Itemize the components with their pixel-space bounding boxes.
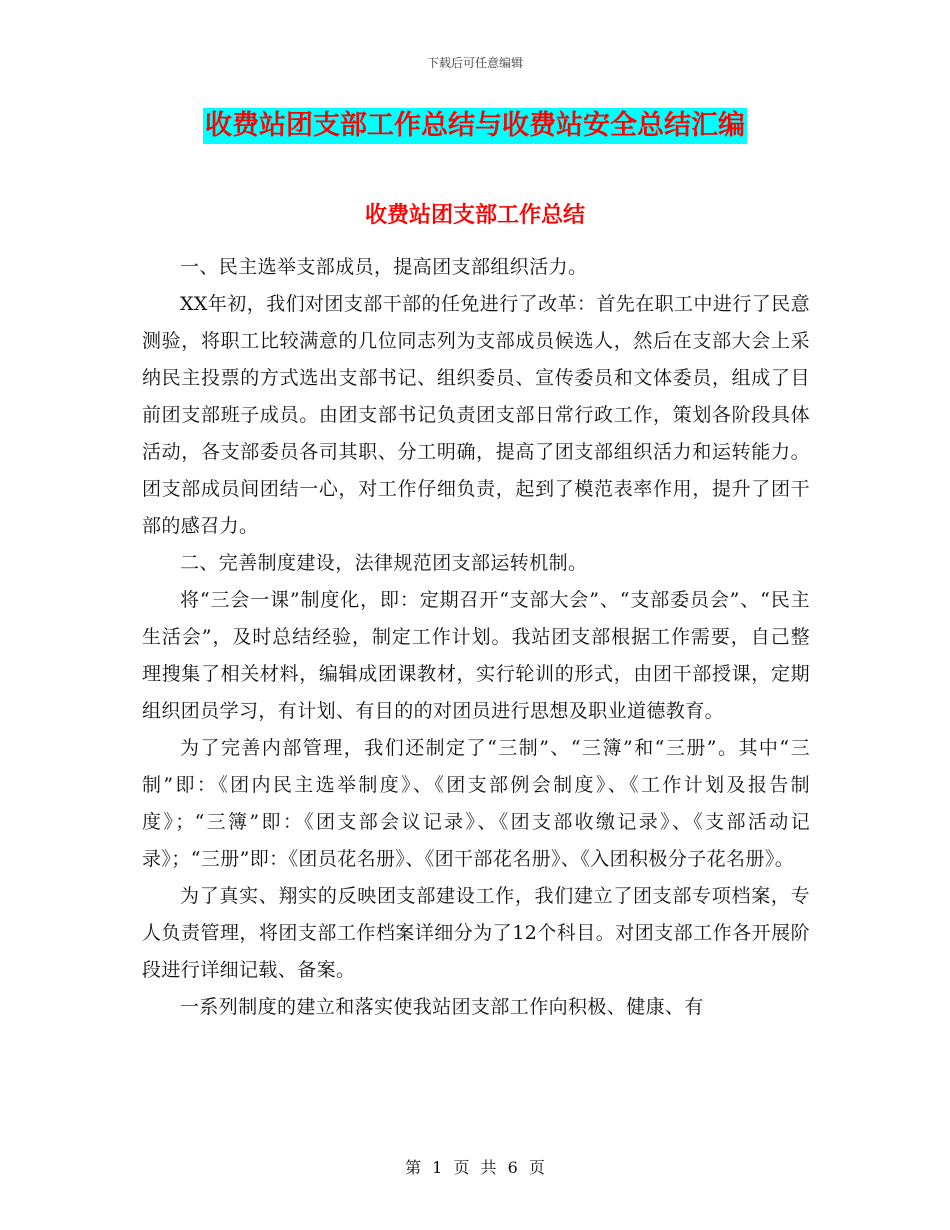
paragraph: 为了真实、翔实的反映团支部建设工作，我们建立了团支部专项档案，专人负责管理，将团支部工作档案详细分为了12个科目。对团支部工作各开展阶段进行详细记载、备案。 bbox=[142, 885, 810, 981]
paragraph: 为了完善内部管理，我们还制定了“三制”、“三簿”和“三册”。其中“三制”即：《团内民主选举制度》、《团支部例会制度》、《工作计划及报告制度》；“三簿”即：《团支部会议记录》、《团支部收缴记录》、《支部活动记录》；“三册”即：《团员花名册》、《团干部花名册》、《入团积极分子花名册》。 bbox=[142, 737, 810, 870]
header-note: 下载后可任意编辑 bbox=[426, 56, 523, 70]
paragraph: XX年初，我们对团支部干部的任免进行了改革：首先在职工中进行了民意测验，将职工比较满意的几位同志列为支部成员候选人，然后在支部大会上采纳民主投票的方式选出支部书记、组织委员、宣传委员和文体委员，组成了目前团支部班子成员。由团支部书记负责团支部日常行政工作，策划各阶段具体活动，各支部委员各司其职、分工明确，提高了团支部组织活力和运转能力。团支部成员间团结一心，对工作仔细负责，起到了模范表率作用，提升了团干部的感召力。 bbox=[142, 293, 810, 537]
document-body bbox=[142, 249, 810, 1026]
paragraph: 将“三会一课”制度化，即：定期召开“支部大会”、“支部委员会”、“民主生活会”，及时总结经验，制定工作计划。我站团支部根据工作需要，自己整理搜集了相关材料，编辑成团课教材，实行轮训的形式，由团干部授课，定期组织团员学习，有计划、有目的的对团员进行思想及职业道德教育。 bbox=[142, 589, 810, 722]
page-footer: 第 1 页 共 6 页 bbox=[405, 1158, 545, 1177]
paragraph: 一系列制度的建立和落实使我站团支部工作向积极、健康、有 bbox=[180, 996, 704, 1018]
section-title: 收费站团支部工作总结 bbox=[364, 203, 585, 228]
paragraph: 二、完善制度建设，法律规范团支部运转机制。 bbox=[180, 552, 588, 574]
document-title-wrapper bbox=[0, 108, 950, 144]
document-title: 收费站团支部工作总结与收费站安全总结汇编 bbox=[203, 108, 747, 144]
paragraph: 一、民主选举支部成员，提高团支部组织活力。 bbox=[180, 256, 588, 278]
